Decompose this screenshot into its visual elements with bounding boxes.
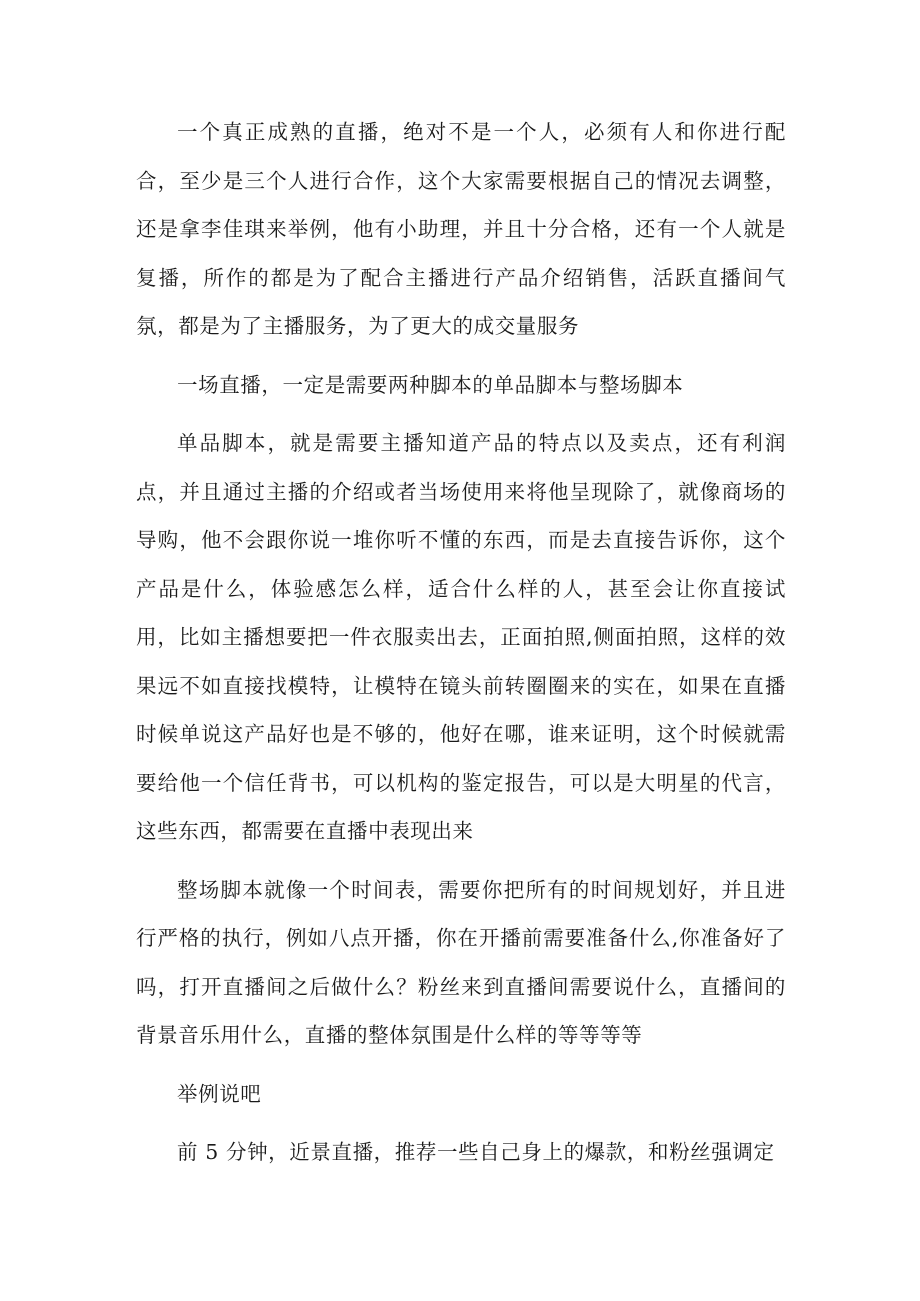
paragraph-full-session-script: 整场脚本就像一个时间表，需要你把所有的时间规划好，并且进行严格的执行，例如八点开播，你在开播前需要准备什么,你准备好了吗，打开直播间之后做什么？粉丝来到直播间需要说什么，直播间的背景音乐用什么，直播的整体氛围是什么样的等等等等 (136, 877, 786, 1047)
paragraph-two-scripts: 一场直播，一定是需要两种脚本的单品脚本与整场脚本 (177, 372, 684, 397)
paragraph-single-product-script: 单品脚本，就是需要主播知道产品的特点以及卖点，还有利润点，并且通过主播的介绍或者当场使用来将他呈现除了，就像商场的导购，他不会跟你说一堆你听不懂的东西，而是去直接告诉你，这个产品是什么，体验感怎么样，适合什么样的人，甚至会让你直接试用，比如主播想要把一件衣服卖出去，正面拍照,侧面拍照，这样的效果远不如直接找模特，让模特在镜头前转圈圈来的实在，如果在直播时候单说这产品好也是不够的，他好在哪，谁来证明，这个时候就需要给他一个信任背书，可以机构的鉴定报告，可以是大明星的代言，这些东西，都需要在直播中表现出来 (136, 431, 786, 843)
paragraph-live-team: 一个真正成熟的直播，绝对不是一个人，必须有人和你进行配合，至少是三个人进行合作，这个大家需要根据自己的情况去调整，还是拿李佳琪来举例，他有小助理，并且十分合格，还有一个人就是复播，所作的都是为了配合主播进行产品介绍销售，活跃直播间气氛，都是为了主播服务，为了更大的成交量服务 (136, 120, 786, 338)
paragraph-example-intro: 举例说吧 (177, 1081, 262, 1106)
document-body (136, 108, 786, 1187)
paragraph-first-five-minutes: 前 5 分钟，近景直播，推荐一些自己身上的爆款，和粉丝强调定 (177, 1140, 775, 1164)
